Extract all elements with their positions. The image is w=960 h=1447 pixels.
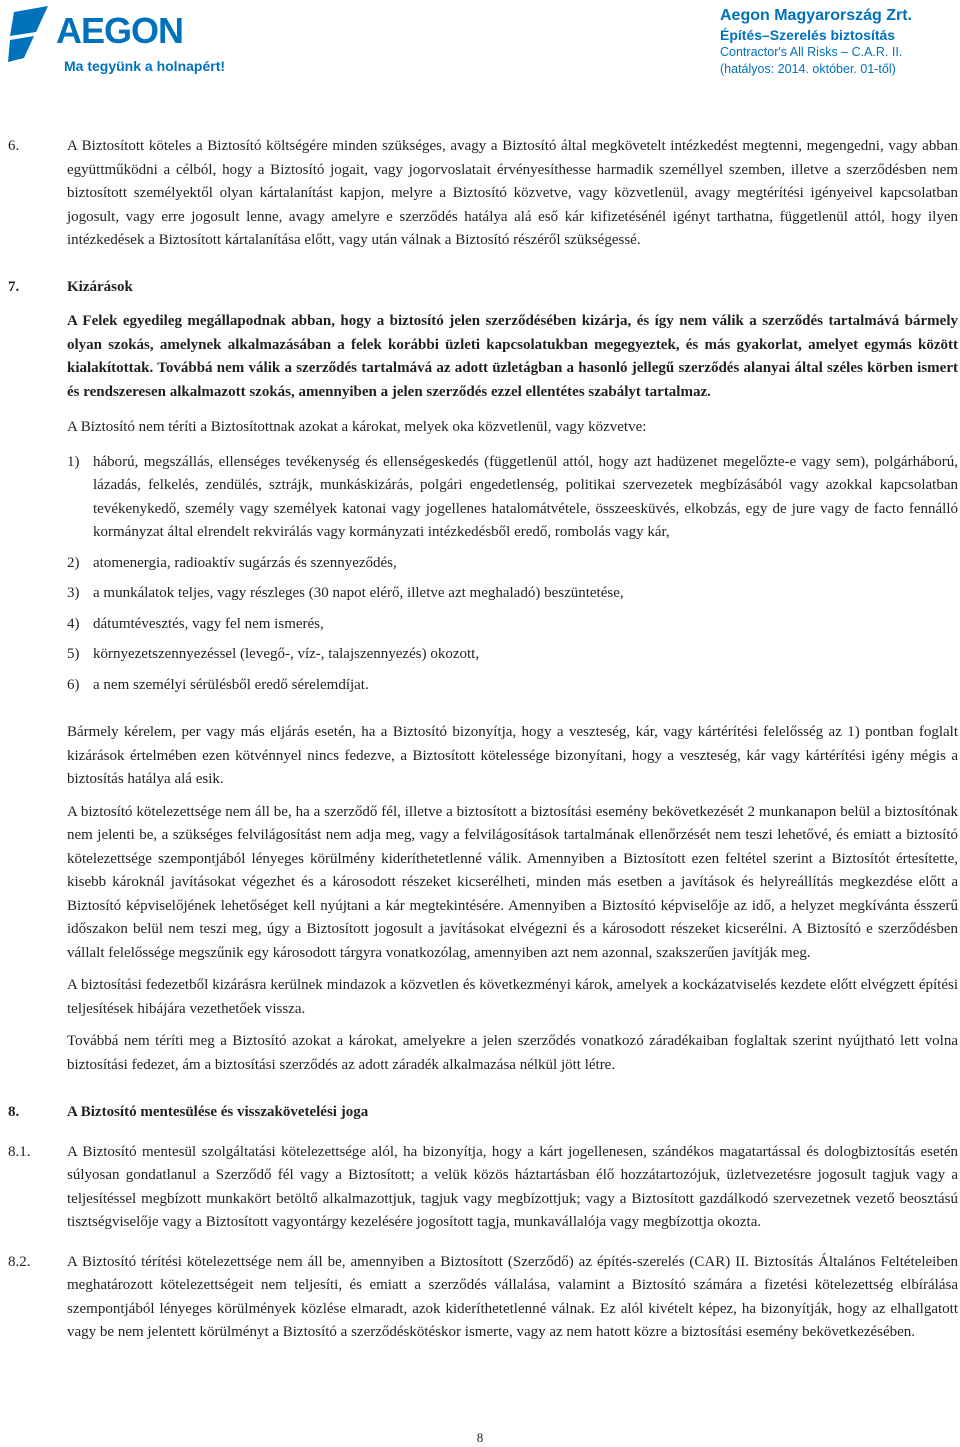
list-item-text: atomenergia, radioaktív sugárzás és szennyeződés, [93,554,397,571]
list-item-number: 5) [67,646,80,662]
logo-slogan: Ma tegyünk a holnapért! [64,58,226,74]
company-info [720,6,960,78]
section-title: A Biztosító mentesülése és visszakövetelési joga [67,1104,369,1120]
section-8-2 [0,1251,960,1345]
product-subtitle: Contractor's All Risks – C.A.R. II. [720,45,903,59]
validity-date: (hatályos: 2014. október. 01-től) [720,62,896,76]
section-8-1 [0,1141,960,1235]
section-title: Kizárások [67,278,133,295]
section-8-1-text: A Biztosító mentesül szolgáltatási kötelezettsége alól, ha bizonyítja, hogy a kárt jogellenesen, szándékos magatartással és dologbiztosítás esetén súlyosan gondatlanul a Szerződő fél vagy a Biztosított; a velük közös háztartásban élő hozzátartozójuk, üzletvezetésre jogosult tagjuk vagy a teljesítéssel megbízott munkakört betöltő alkalmazottjuk, tagjuk vagy megbízottjuk; vagy a Biztosított gazdálkodó szervezetnek vezető beosztású tisztségviselője vagy a Biztosított vagyontárgy kezelésére jogosított tagja, munkavállalója vagy megbízottja okozta. [67,1143,958,1230]
section-6-text: A Biztosított köteles a Biztosító költségére minden szükséges, avagy a Biztosító által megkövetelt intézkedést megtenni, megengedni, vagy abban együttműködni a célból, hogy a Biztosító jogait, vagy jogorvoslatait érvényesíthesse harmadik személlyel szemben, illetve a szerződésben nem biztosított személyektől olyan kártalanítást kapjon, melyre a Biztosító közvetve, vagy közvetlenül, avagy megtérítési igényeivel kapcsolatban jogosult, vagy erre jogosult lenne, avagy amelyre e szerződés hatálya alá eső kár kifizetésénél igényt tarthatna, függetlenül attól, hogy ilyen intézkedések a Biztosított kártalanítása előtt, vagy után válnak a Biztosító részéről szükségessé. [67,138,958,248]
list-item-number: 6) [67,676,80,693]
list-item-text: a nem személyi sérülésből eredő sérelemdíjat. [93,676,369,693]
list-item-number: 4) [67,615,80,632]
section-6 [0,135,960,253]
list-item [67,451,958,545]
logo-text: AEGON [56,10,184,51]
exclusion-intro: A Biztosító nem téríti a Biztosítottnak azokat a károkat, melyek oka közvetlenül, vagy közvetve: [67,419,647,435]
paragraph: A biztosítási fedezetből kizárásra kerülnek mindazok a közvetlen és következményi károk, amelyek a kockázatviselés kezdete előtt elvégzett építési teljesítések hibájára vezethetőek vissza. [67,977,958,1017]
list-item-number: 2) [67,554,80,571]
section-7 [0,276,960,1078]
company-name: Aegon Magyarország Zrt. [720,7,913,24]
paragraph: A biztosító kötelezettsége nem áll be, ha a szerződő fél, illetve a biztosított a biztosítási esemény bekövetkezését 2 munkanapon belül a biztosítónak nem jelenti be, a szükséges felvilágosítást nem adja meg, vagy a felvilágosítások tartalmának ellenőrzését nem teszi lehetővé, és emiatt a biztosító kötelezettsége szempontjából lényeges körülmény kideríthetetlenné válik. Amennyiben a Biztosított ezen feltétel szerint a Biztosítót értesítette, kisebb károknál javításokat végezhet és a károsodott részeket kicserélheti, minden más esetben a javítások és helyreállítás megkezdése előtt a Biztosító képviselőjének lehetőséget kell nyújtani a kár megtekintésére. Amennyiben a Biztosító képviselője az idő, a helyzet megkívánta ésszerű időszakon belül nem teszi meg, úgy a Biztosított jogosult a javításokat elvégezni és a károsodott részeket kicserélni. A Biztosító e szerződésben vállalt felelőssége megszűnik egy károsodott tárgyra vonatkozólag, amennyiben azt nem azonnal, szakszerűen javítják meg. [67,803,958,961]
list-item [67,582,958,606]
section-8-2-text: A Biztosító térítési kötelezettsége nem áll be, amennyiben a Biztosított (Szerződő) az építés-szerelés (CAR) II. Biztosítás Általános Feltételeiben meghatározott kötelezettségeit nem teljesíti, és emiatt a szerződés vállalása, valamint a Biztosító számára a fizetési kötelezettség elbírálása szempontjából lényeges körülmények közlése elmaradt, azok kideríthetetlenné válnak. Ez alól kivételt képez, ha bizonyítják, hogy az elhallgatott vagy be nem jelentett körülményt a Biztosító a szerződéskötéskor ismerte, vagy az nem hatott közre a biztosítási esemény bekövetkezésében. [67,1253,958,1340]
section-number: 8.1. [8,1143,31,1160]
section-8 [0,1101,960,1125]
list-item [67,552,958,576]
list-item-text: a munkálatok teljes, vagy részleges (30 napot elérő, illetve azt meghaladó) beszüntetése, [93,585,624,601]
paragraph: Továbbá nem téríti meg a Biztosító azokat a károkat, amelyekre a jelen szerződés vonatkozó záradékaiban foglaltak szerint nyújtható lett volna biztosítási fedezet, ám a biztosítási szerződés az adott záradék alkalmazása nélkül jött létre. [67,1033,958,1073]
page-header [0,0,960,110]
exclusion-bold-paragraph: A Felek egyedileg megállapodnak abban, hogy a biztosító jelen szerződésében kizárja, és így nem válik a szerződés tartalmává bármely olyan szokás, amelynek alkalmazásában a felek korábbi üzleti kapcsolatukban megegyeztek, és más gyakorlat, amelyet egymás között kialakítottak. Továbbá nem válik a szerződés tartalmává az adott üzletágban a hasonló jellegű szerződés alanyai által széles körben ismert és rendszeresen alkalmazott szokás, amennyiben a jelen szerződés ezzel ellentétes szabályt tartalmaz. [67,313,958,400]
section-number: 8. [8,1104,20,1120]
list-item-text: környezetszennyezéssel (levegő-, víz-, talajszennyezés) okozott, [93,646,480,662]
list-item-number: 1) [67,453,80,470]
section-number: 8.2. [8,1253,31,1270]
list-item [67,613,958,637]
section-number: 7. [8,278,20,295]
document-body [0,135,960,1345]
list-item [67,643,958,667]
product-name: Építés–Szerelés biztosítás [720,27,896,43]
list-item-text: háború, megszállás, ellenséges tevékenység és ellenségeskedés (függetlenül attól, hogy azt hadüzenet megelőzte-e vagy sem), polgárháború, lázadás, felkelés, zendülés, sztrájk, munkáskizárás, polgári engedetlenség, politikai szervezetek megbízásából vagy azokkal kapcsolatban tevékenykedő, személy vagy személyek katonai vagy jogellenes hatalomátvétele, összeesküvés, elkobzás, egy de jure vagy de facto fennálló kormányzat által elrendelt rekvirálás vagy kormányzati intézkedésből eredő, rombolás vagy kár, [93,453,958,540]
paragraph: Bármely kérelem, per vagy más eljárás esetén, ha a Biztosító bizonyítja, hogy a veszteség, kár, vagy kártérítési felelősség az 1) pontban foglalt kizárások értelmében ezen kötvénnyel nincs fedezve, a Biztosított kötelessége bizonyítani, hogy a veszteség, kár vagy kártérítési igény mégis a biztosítás hatálya alá esik. [67,724,958,787]
list-item-number: 3) [67,585,80,601]
list-item-text: dátumtévesztés, vagy fel nem ismerés, [93,615,324,632]
section-number: 6. [8,138,20,154]
list-item [67,674,958,698]
page-number: 8 [476,1430,484,1445]
aegon-logo [8,6,308,76]
